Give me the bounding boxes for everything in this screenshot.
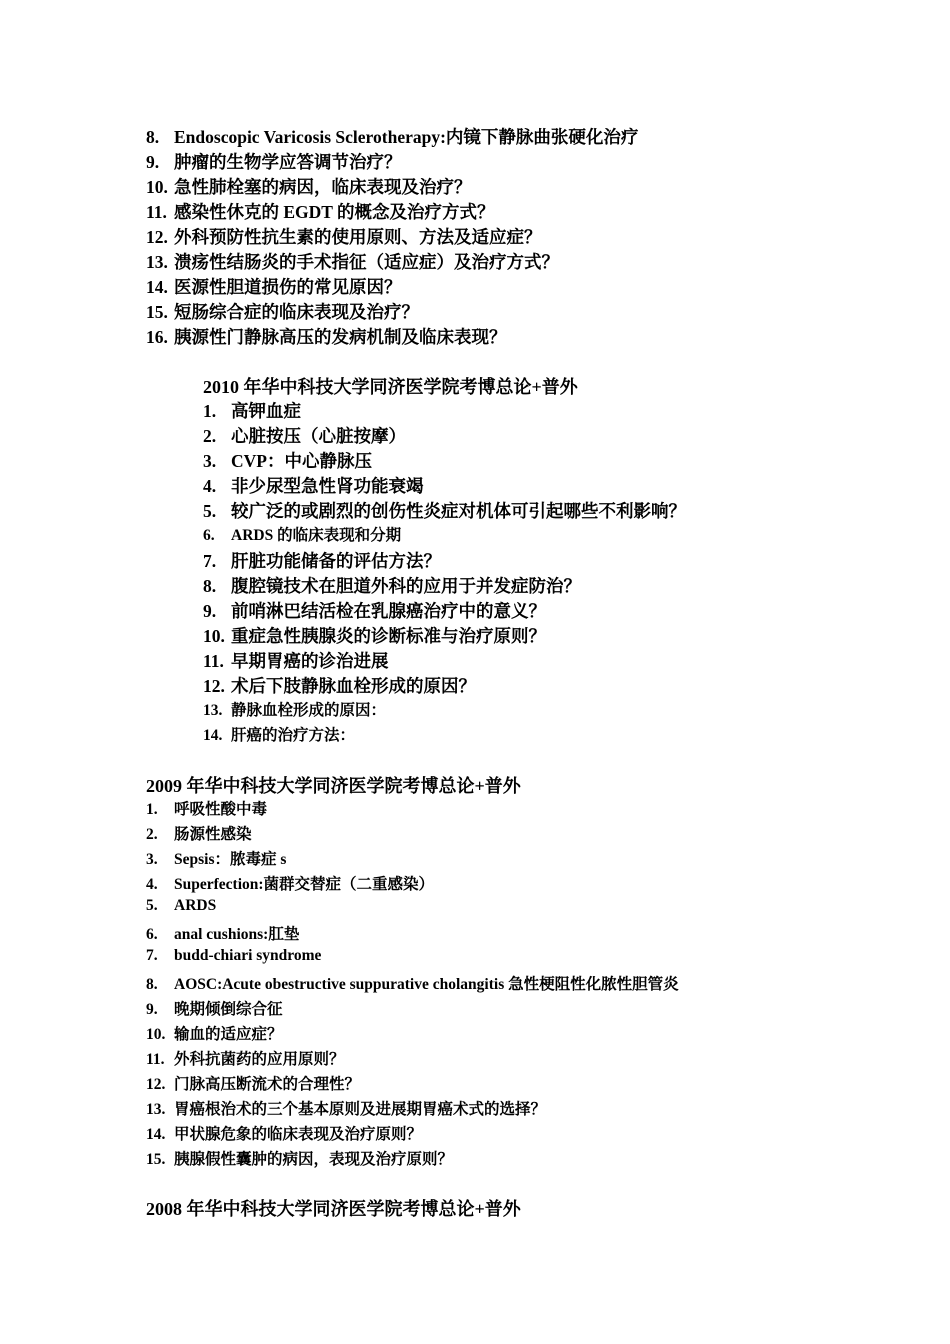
- item-text: 呼吸性酸中毒: [174, 801, 268, 818]
- item-number: 10.: [146, 177, 168, 197]
- item-number: 3.: [146, 851, 158, 868]
- item-text: AOSC:Acute obestructive suppurative cholangitis 急性梗阻性化脓性胆管炎: [174, 976, 679, 993]
- item-text: 急性肺栓塞的病因，临床表现及治疗？: [174, 177, 472, 197]
- item-number: 6.: [146, 926, 158, 943]
- item-text: 早期胃癌的诊治进展: [231, 651, 389, 671]
- item-text: 肝脏功能储备的评估方法？: [231, 551, 441, 571]
- item-text: 医源性胆道损伤的常见原因？: [174, 277, 402, 297]
- list-item: [203, 523, 686, 548]
- list-item: [203, 673, 686, 698]
- item-text: 肠源性感染: [174, 826, 252, 843]
- list-item: [146, 1147, 679, 1172]
- list-item: [146, 299, 638, 324]
- list-item: [146, 822, 679, 847]
- list-item: [146, 324, 638, 349]
- list-item: [203, 723, 686, 748]
- item-number: 5.: [146, 897, 158, 914]
- list-item: [146, 249, 638, 274]
- item-number: 9.: [146, 1001, 158, 1018]
- item-text: 前哨淋巴结活检在乳腺癌治疗中的意义？: [231, 601, 546, 621]
- item-text: 较广泛的或剧烈的创伤性炎症对机体可引起哪些不利影响？: [231, 501, 686, 521]
- list-item: [146, 897, 679, 922]
- list-item: [146, 847, 679, 872]
- item-number: 15.: [146, 302, 168, 322]
- item-number: 6.: [203, 527, 215, 544]
- item-number: 7.: [203, 551, 217, 571]
- item-number: 13.: [203, 702, 223, 719]
- item-text: Superfection:菌群交替症（二重感染）: [174, 876, 435, 893]
- list-item: [146, 199, 638, 224]
- item-number: 11.: [146, 202, 167, 222]
- item-text: 溃疡性结肠炎的手术指征（适应症）及治疗方式？: [174, 252, 559, 272]
- item-text: anal cushions:肛垫: [174, 926, 300, 943]
- list-item: [146, 922, 679, 947]
- item-text: ARDS: [174, 897, 217, 914]
- item-text: 输血的适应症？: [174, 1026, 283, 1043]
- list-item: [203, 648, 686, 673]
- item-text: Sepsis：脓毒症 s: [174, 851, 287, 868]
- item-text: Endoscopic Varicosis Sclerotherapy:内镜下静脉曲张硬化治疗: [174, 127, 639, 147]
- list-item: [203, 398, 686, 423]
- list-item: [203, 598, 686, 623]
- item-number: 14.: [146, 277, 168, 297]
- item-text: 心脏按压（心脏按摩）: [231, 426, 406, 446]
- item-number: 14.: [146, 1126, 166, 1143]
- item-text: CVP：中心静脉压: [231, 451, 372, 471]
- list-item: [203, 498, 686, 523]
- list-item: [146, 149, 638, 174]
- question-list-continued: [146, 124, 638, 349]
- item-number: 16.: [146, 327, 168, 347]
- item-text: ARDS 的临床表现和分期: [231, 527, 402, 544]
- list-item: [203, 548, 686, 573]
- item-number: 11.: [203, 651, 224, 671]
- item-text: 门脉高压断流术的合理性？: [174, 1076, 361, 1093]
- list-item: [146, 872, 679, 897]
- item-text: 晚期倾倒综合征: [174, 1001, 283, 1018]
- section-heading-2008: 2008 年华中科技大学同济医学院考博总论+普外: [146, 1199, 521, 1219]
- list-item: [146, 1097, 679, 1122]
- list-item: [146, 174, 638, 199]
- item-text: 静脉血栓形成的原因：: [231, 702, 387, 719]
- list-item: [203, 573, 686, 598]
- list-item: [146, 1072, 679, 1097]
- item-number: 7.: [146, 947, 158, 964]
- item-number: 3.: [203, 451, 217, 471]
- item-text: 外科抗菌药的应用原则？: [174, 1051, 345, 1068]
- list-item: [146, 1047, 679, 1072]
- list-item: [146, 1022, 679, 1047]
- item-number: 4.: [146, 876, 158, 893]
- item-text: 胰源性门静脉高压的发病机制及临床表现？: [174, 327, 507, 347]
- item-text: 肝癌的治疗方法：: [231, 727, 356, 744]
- item-number: 9.: [146, 152, 160, 172]
- item-number: 8.: [203, 576, 217, 596]
- question-list-2010: [203, 398, 686, 748]
- item-number: 14.: [203, 727, 223, 744]
- item-text: 感染性休克的 EGDT 的概念及治疗方式？: [174, 202, 495, 222]
- item-number: 1.: [203, 401, 217, 421]
- item-number: 4.: [203, 476, 217, 496]
- item-text: 重症急性胰腺炎的诊断标准与治疗原则？: [231, 626, 546, 646]
- item-number: 9.: [203, 601, 217, 621]
- item-text: 外科预防性抗生素的使用原则、方法及适应症？: [174, 227, 542, 247]
- item-text: 高钾血症: [231, 401, 301, 421]
- list-item: [203, 423, 686, 448]
- list-item: [203, 473, 686, 498]
- list-item: [146, 797, 679, 822]
- list-item: [203, 448, 686, 473]
- item-number: 1.: [146, 801, 158, 818]
- item-number: 8.: [146, 976, 158, 993]
- list-item: [203, 698, 686, 723]
- list-item: [146, 124, 638, 149]
- item-text: 非少尿型急性肾功能衰竭: [231, 476, 424, 496]
- item-number: 5.: [203, 501, 217, 521]
- item-text: 甲状腺危象的临床表现及治疗原则？: [174, 1126, 423, 1143]
- item-number: 12.: [146, 227, 168, 247]
- item-number: 13.: [146, 252, 168, 272]
- list-item: [203, 623, 686, 648]
- item-number: 10.: [203, 626, 225, 646]
- list-item: [146, 224, 638, 249]
- section-heading-2010: 2010 年华中科技大学同济医学院考博总论+普外: [203, 377, 578, 397]
- item-number: 12.: [203, 676, 225, 696]
- item-number: 2.: [203, 426, 217, 446]
- item-text: 胃癌根治术的三个基本原则及进展期胃癌术式的选择？: [174, 1101, 547, 1118]
- item-text: 术后下肢静脉血栓形成的原因？: [231, 676, 476, 696]
- item-number: 8.: [146, 127, 160, 147]
- item-number: 2.: [146, 826, 158, 843]
- list-item: [146, 997, 679, 1022]
- question-list-2009: [146, 797, 679, 1172]
- list-item: [146, 947, 679, 972]
- item-text: budd-chiari syndrome: [174, 947, 322, 964]
- item-text: 短肠综合症的临床表现及治疗？: [174, 302, 419, 322]
- item-number: 13.: [146, 1101, 166, 1118]
- list-item: [146, 1122, 679, 1147]
- list-item: [146, 274, 638, 299]
- item-number: 15.: [146, 1151, 166, 1168]
- item-number: 12.: [146, 1076, 166, 1093]
- item-number: 11.: [146, 1051, 165, 1068]
- list-item: [146, 972, 679, 997]
- item-text: 腹腔镜技术在胆道外科的应用于并发症防治？: [231, 576, 581, 596]
- section-heading-2009: 2009 年华中科技大学同济医学院考博总论+普外: [146, 776, 521, 796]
- item-text: 肿瘤的生物学应答调节治疗？: [174, 152, 402, 172]
- item-text: 胰腺假性囊肿的病因，表现及治疗原则？: [174, 1151, 454, 1168]
- item-number: 10.: [146, 1026, 166, 1043]
